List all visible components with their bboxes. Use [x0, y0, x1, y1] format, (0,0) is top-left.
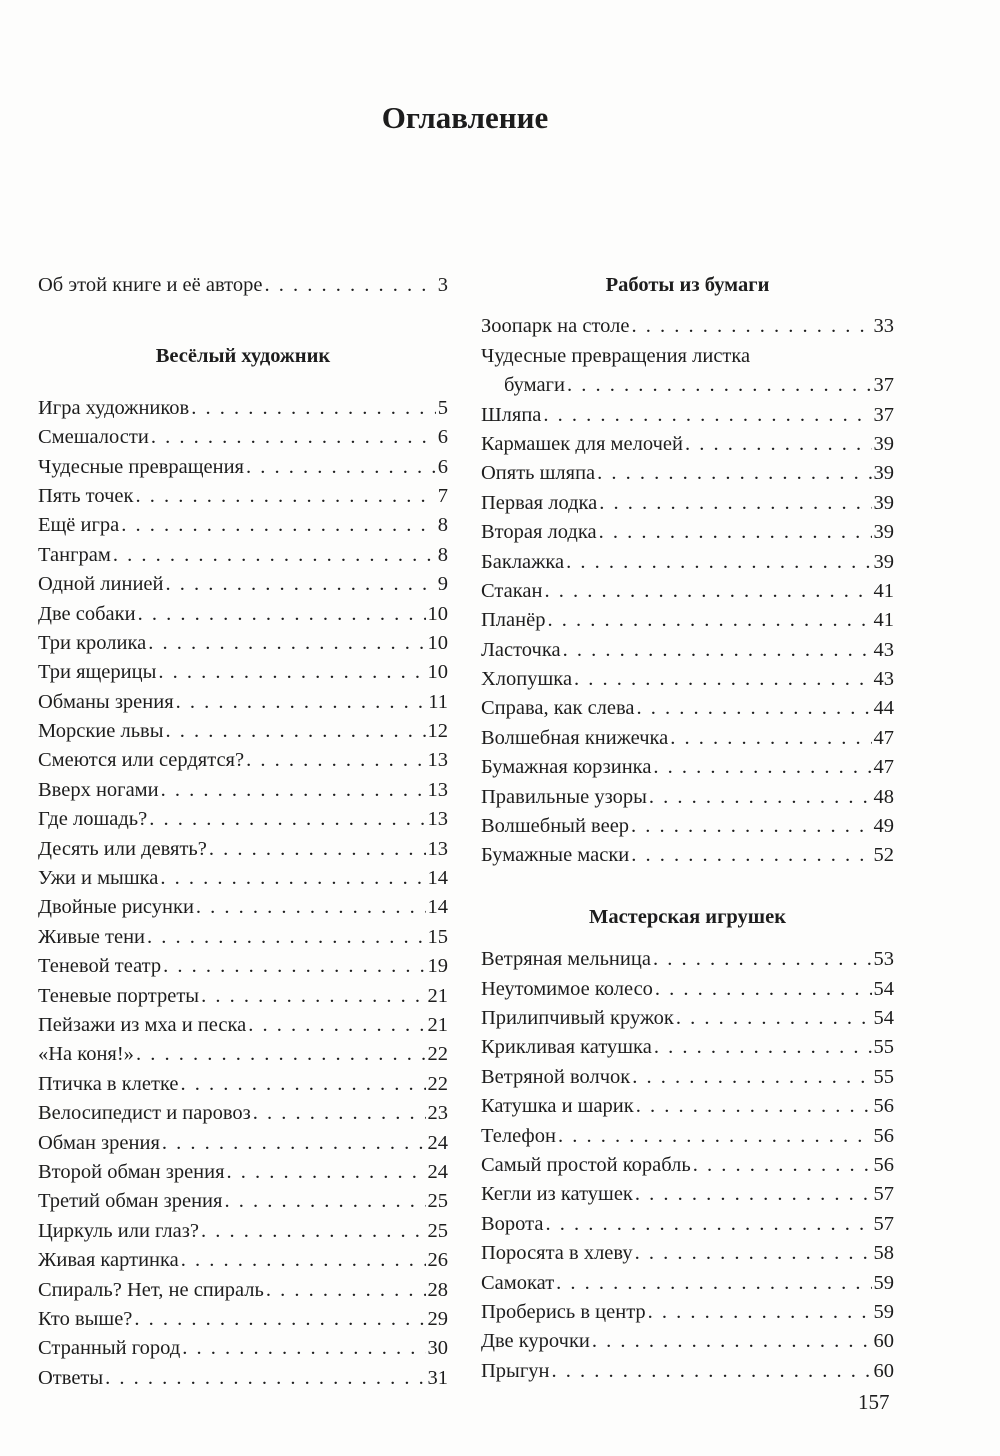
entry-page: 13: [427, 808, 448, 831]
dot-leader: [693, 1151, 872, 1180]
dot-leader: [253, 1099, 426, 1128]
entry-page: 43: [873, 668, 894, 691]
entry-page: 37: [873, 374, 894, 397]
toc-entry[interactable]: [481, 1357, 894, 1386]
toc-entry[interactable]: [38, 1364, 448, 1393]
toc-entry[interactable]: [38, 541, 448, 570]
toc-entry[interactable]: [481, 518, 894, 547]
entry-page: 10: [427, 602, 448, 625]
entry-page: 21: [427, 984, 448, 1007]
toc-entry[interactable]: [38, 570, 448, 599]
entry-title: Велосипедист и паровоз: [38, 1102, 251, 1125]
toc-entry[interactable]: [38, 423, 448, 452]
toc-entry[interactable]: [38, 982, 448, 1011]
toc-entry[interactable]: [38, 1217, 448, 1246]
toc-entry[interactable]: [481, 636, 894, 665]
toc-entry[interactable]: [481, 1298, 894, 1327]
entry-title: Шляпа: [481, 403, 542, 426]
entry-title: Ветряной волчок: [481, 1065, 631, 1088]
entry-title: Неутомимое колесо: [481, 977, 653, 1000]
section-heading: Весёлый художник: [155, 345, 331, 368]
toc-entry[interactable]: [481, 1151, 894, 1180]
entry-title: Волшебная книжечка: [481, 726, 669, 749]
dot-leader: [655, 975, 872, 1004]
dot-leader: [649, 783, 872, 812]
entry-title: Кто выше?: [38, 1307, 133, 1330]
entry-page: 54: [873, 1006, 894, 1029]
page-title: Оглавление: [381, 100, 549, 135]
entry-page: 47: [873, 756, 894, 779]
toc-entry[interactable]: [481, 489, 894, 518]
entry-page: 24: [427, 1131, 448, 1154]
toc-entry[interactable]: [481, 694, 894, 723]
toc-entry[interactable]: [481, 371, 894, 400]
dot-leader: [685, 430, 872, 459]
toc-entry[interactable]: [481, 783, 894, 812]
entry-title: Обманы зрения: [38, 690, 174, 713]
toc-entry[interactable]: [481, 1033, 894, 1062]
dot-leader: [547, 606, 871, 635]
toc-list: [481, 945, 894, 1386]
toc-entry[interactable]: [481, 1327, 894, 1356]
dot-leader: [556, 1269, 871, 1298]
toc-entry[interactable]: [481, 342, 894, 371]
entry-page: 55: [873, 1065, 894, 1088]
toc-entry[interactable]: [38, 923, 448, 952]
toc-entry[interactable]: [481, 812, 894, 841]
toc-entry[interactable]: [481, 1004, 894, 1033]
toc-entry[interactable]: [38, 1129, 448, 1158]
entry-page: 58: [873, 1242, 894, 1265]
toc-entry[interactable]: [481, 753, 894, 782]
entry-title: Вверх ногами: [38, 778, 159, 801]
page-number: 157: [858, 1390, 890, 1414]
entry-page: 59: [873, 1300, 894, 1323]
entry-page: 29: [427, 1307, 448, 1330]
entry-page: 56: [873, 1095, 894, 1118]
dot-leader: [163, 952, 425, 981]
toc-entry[interactable]: [38, 952, 448, 981]
entry-title: Три кролика: [38, 631, 147, 654]
entry-page: 43: [873, 638, 894, 661]
entry-page: 28: [427, 1278, 448, 1301]
toc-entry[interactable]: [38, 1334, 448, 1363]
entry-title: Самый простой корабль: [481, 1153, 691, 1176]
entry-page: 13: [427, 749, 448, 772]
entry-page: 5: [437, 396, 448, 419]
toc-list: [481, 312, 894, 870]
entry-title: Смеются или сердятся?: [38, 749, 245, 772]
entry-title: Странный город: [38, 1337, 181, 1360]
entry-page: 57: [873, 1212, 894, 1235]
entry-page: 60: [873, 1330, 894, 1353]
toc-entry[interactable]: [481, 1180, 894, 1209]
dot-leader: [209, 835, 426, 864]
toc-entry[interactable]: [38, 629, 448, 658]
toc-entry[interactable]: [38, 511, 448, 540]
dot-leader: [161, 776, 426, 805]
entry-title: Катушка и шарик: [481, 1095, 634, 1118]
toc-entry[interactable]: [481, 548, 894, 577]
entry-title: Третий обман зрения: [38, 1190, 223, 1213]
entry-title: Две курочки: [481, 1330, 590, 1353]
dot-leader: [166, 717, 426, 746]
toc-entry[interactable]: [481, 724, 894, 753]
toc-entry-intro[interactable]: [38, 271, 448, 300]
toc-entry[interactable]: [481, 312, 894, 341]
entry-title: Где лошадь?: [38, 808, 148, 831]
dot-leader: [160, 864, 425, 893]
entry-page: 41: [873, 579, 894, 602]
dot-leader: [266, 1276, 426, 1305]
dot-leader: [543, 401, 871, 430]
entry-page: 9: [437, 573, 448, 596]
toc-entry[interactable]: [38, 1246, 448, 1275]
dot-leader: [181, 1246, 426, 1275]
entry-title: Прилипчивый кружок: [481, 1006, 674, 1029]
toc-entry[interactable]: [38, 1158, 448, 1187]
entry-title: Теневой театр: [38, 955, 162, 978]
entry-page: 60: [873, 1359, 894, 1382]
toc-entry[interactable]: [481, 1269, 894, 1298]
dot-leader: [597, 459, 871, 488]
entry-page: 31: [427, 1366, 448, 1389]
dot-leader: [246, 746, 425, 775]
toc-entry[interactable]: [481, 1063, 894, 1092]
toc-entry[interactable]: [38, 1276, 448, 1305]
section-heading: Работы из бумаги: [605, 274, 770, 296]
section-heading: Мастерская игрушек: [588, 905, 787, 928]
entry-page: 12: [427, 720, 448, 743]
entry-title: Ветряная мельница: [481, 948, 651, 971]
dot-leader: [135, 482, 435, 511]
entry-title: Планёр: [481, 609, 546, 632]
toc-entry[interactable]: [38, 864, 448, 893]
dot-leader: [105, 1364, 425, 1393]
dot-leader: [599, 489, 871, 518]
toc-entry[interactable]: [481, 1210, 894, 1239]
entry-page: 23: [427, 1102, 448, 1125]
dot-leader: [574, 665, 871, 694]
entry-title: Второй обман зрения: [38, 1160, 225, 1183]
dot-leader: [166, 570, 436, 599]
toc-entry[interactable]: [481, 459, 894, 488]
entry-page: 30: [427, 1337, 448, 1360]
dot-leader: [182, 1334, 425, 1363]
entry-title: Об этой книге и её авторе: [38, 274, 263, 296]
toc-entry[interactable]: [481, 606, 894, 635]
entry-page: 59: [873, 1271, 894, 1294]
entry-title: Ласточка: [481, 638, 561, 661]
entry-page: 39: [873, 491, 894, 514]
toc-entry[interactable]: [481, 945, 894, 974]
toc-entry[interactable]: [38, 1070, 448, 1099]
entry-title: «На коня!»: [38, 1043, 134, 1066]
entry-title: Пять точек: [38, 484, 134, 507]
entry-page: 10: [427, 631, 448, 654]
entry-page: 39: [873, 550, 894, 573]
entry-title: Чудесные превращения листка: [481, 344, 751, 367]
entry-page: 13: [427, 778, 448, 801]
entry-page: 37: [873, 403, 894, 426]
dot-leader: [136, 1040, 426, 1069]
entry-page: 25: [427, 1219, 448, 1242]
entry-title: Пейзажи из мха и песка: [38, 1013, 247, 1036]
entry-title: Ответы: [38, 1366, 104, 1389]
entry-page: 11: [428, 690, 448, 713]
entry-page: 10: [427, 661, 448, 684]
entry-title: Танграм: [38, 543, 111, 566]
entry-title: Двойные рисунки: [38, 896, 194, 919]
entry-page: 25: [427, 1190, 448, 1213]
entry-title: Крикливая катушка: [481, 1036, 652, 1059]
entry-title: Проберись в центр: [481, 1300, 646, 1323]
entry-page: 56: [873, 1153, 894, 1176]
entry-title: Одной линией: [38, 573, 164, 596]
entry-title: Теневые портреты: [38, 984, 200, 1007]
entry-title: Кармашек для мелочей: [481, 432, 683, 455]
entry-title: Самокат: [481, 1271, 555, 1294]
entry-title: Стакан: [481, 579, 543, 602]
toc-entry[interactable]: [481, 975, 894, 1004]
entry-page: 7: [437, 484, 448, 507]
dot-leader: [134, 1305, 425, 1334]
dot-leader: [246, 453, 436, 482]
dot-leader: [196, 893, 426, 922]
entry-title: Ужи и мышка: [38, 867, 159, 890]
entry-page: 22: [427, 1072, 448, 1095]
toc-entry[interactable]: [481, 401, 894, 430]
dot-leader: [148, 629, 425, 658]
entry-page: 39: [873, 432, 894, 455]
dot-leader: [653, 753, 871, 782]
entry-page: 24: [427, 1160, 448, 1183]
entry-title: Правильные узоры: [481, 785, 647, 808]
dot-leader: [201, 1217, 426, 1246]
dot-leader: [544, 577, 871, 606]
dot-leader: [567, 371, 872, 400]
entry-title: Живые тени: [38, 925, 146, 948]
entry-title: Ворота: [481, 1212, 544, 1235]
entry-title: Три ящерицы: [38, 661, 157, 684]
toc-entry[interactable]: [38, 658, 448, 687]
dot-leader: [181, 1070, 426, 1099]
entry-title: Волшебный веер: [481, 815, 630, 838]
dot-leader: [566, 548, 871, 577]
entry-page: 26: [427, 1249, 448, 1272]
toc-entry[interactable]: [38, 746, 448, 775]
toc-entry[interactable]: [38, 1305, 448, 1334]
dot-leader: [545, 1210, 871, 1239]
dot-leader: [121, 511, 435, 540]
entry-page: 47: [873, 726, 894, 749]
entry-title: Циркуль или глаз?: [38, 1219, 199, 1242]
toc-entry[interactable]: [38, 688, 448, 717]
toc-entry[interactable]: [481, 577, 894, 606]
toc-entry[interactable]: [38, 394, 448, 423]
dot-leader: [147, 923, 425, 952]
dot-leader: [676, 1004, 872, 1033]
entry-page: 3: [437, 274, 448, 296]
dot-leader: [648, 1298, 872, 1327]
toc-entry[interactable]: [38, 805, 448, 834]
dot-leader: [113, 541, 436, 570]
entry-page: 22: [427, 1043, 448, 1066]
toc-entry[interactable]: [481, 1122, 894, 1151]
dot-leader: [248, 1011, 425, 1040]
entry-page: 56: [873, 1124, 894, 1147]
toc-list: [38, 394, 448, 1393]
dot-leader: [653, 945, 872, 974]
entry-page: 15: [427, 925, 448, 948]
entry-title: Десять или девять?: [38, 837, 207, 860]
toc-entry[interactable]: [481, 430, 894, 459]
entry-title: Поросята в хлеву: [481, 1242, 633, 1265]
toc-entry[interactable]: [38, 776, 448, 805]
entry-title: Баклажка: [481, 550, 565, 573]
entry-page: 14: [427, 896, 448, 919]
entry-title: Птичка в клетке: [38, 1072, 179, 1095]
entry-title: Обман зрения: [38, 1131, 160, 1154]
toc-entry[interactable]: [38, 453, 448, 482]
entry-title: Спираль? Нет, не спираль: [38, 1278, 264, 1301]
entry-page: 8: [437, 514, 448, 537]
dot-leader: [191, 394, 436, 423]
dot-leader: [631, 841, 871, 870]
dot-leader: [592, 1327, 872, 1356]
entry-title: Кегли из катушек: [481, 1183, 633, 1206]
entry-page: 13: [427, 837, 448, 860]
entry-page: 6: [437, 455, 448, 478]
entry-title: бумаги: [504, 374, 565, 397]
toc-column-left: [38, 271, 448, 1393]
dot-leader: [632, 1063, 871, 1092]
entry-title: Живая картинка: [38, 1249, 179, 1272]
toc-entry[interactable]: [38, 1099, 448, 1128]
dot-leader: [162, 1129, 426, 1158]
toc-entry[interactable]: [38, 835, 448, 864]
entry-title: Ещё игра: [38, 514, 120, 537]
entry-title: Смешалости: [38, 426, 149, 449]
entry-title: Морские львы: [38, 720, 164, 743]
toc-column-right: [481, 271, 894, 1386]
entry-page: 41: [873, 609, 894, 632]
toc-entry[interactable]: [38, 600, 448, 629]
entry-title: Игра художников: [38, 396, 190, 419]
dot-leader: [227, 1158, 426, 1187]
dot-leader: [224, 1187, 425, 1216]
dot-leader: [654, 1033, 872, 1062]
entry-page: 33: [873, 315, 894, 338]
entry-title: Опять шляпа: [481, 462, 596, 485]
entry-title: Зоопарк на столе: [481, 315, 630, 338]
toc-entry[interactable]: [481, 665, 894, 694]
dot-leader: [158, 658, 425, 687]
dot-leader: [636, 1092, 872, 1121]
toc-entry[interactable]: [38, 1187, 448, 1216]
entry-page: 14: [427, 867, 448, 890]
toc-entry[interactable]: [481, 1239, 894, 1268]
toc-entry[interactable]: [38, 893, 448, 922]
dot-leader: [631, 312, 871, 341]
dot-leader: [149, 805, 425, 834]
entry-title: Прыгун: [481, 1359, 550, 1382]
entry-title: Вторая лодка: [481, 521, 597, 544]
entry-title: Справа, как слева: [481, 697, 635, 720]
entry-page: 55: [873, 1036, 894, 1059]
entry-page: 57: [873, 1183, 894, 1206]
dot-leader: [264, 271, 435, 300]
dot-leader: [138, 600, 426, 629]
entry-title: Бумажная корзинка: [481, 756, 652, 779]
entry-page: 21: [427, 1013, 448, 1036]
entry-page: 49: [873, 815, 894, 838]
dot-leader: [563, 636, 872, 665]
entry-page: 54: [873, 977, 894, 1000]
entry-title: Чудесные превращения: [38, 455, 244, 478]
entry-title: Хлопушка: [481, 668, 573, 691]
dot-leader: [635, 1180, 872, 1209]
entry-page: 39: [873, 521, 894, 544]
toc-entry[interactable]: [38, 717, 448, 746]
dot-leader: [631, 812, 871, 841]
toc-entry[interactable]: [481, 1092, 894, 1121]
toc-entry[interactable]: [38, 482, 448, 511]
entry-page: 48: [873, 785, 894, 808]
entry-title: Телефон: [481, 1124, 556, 1147]
entry-page: 6: [437, 426, 448, 449]
entry-page: 44: [873, 697, 894, 720]
entry-page: 8: [437, 543, 448, 566]
dot-leader: [599, 518, 872, 547]
dot-leader: [176, 688, 427, 717]
entry-page: 19: [427, 955, 448, 978]
toc-entry[interactable]: [38, 1040, 448, 1069]
dot-leader: [201, 982, 425, 1011]
entry-title: Две собаки: [38, 602, 136, 625]
dot-leader: [151, 423, 436, 452]
dot-leader: [637, 694, 872, 723]
toc-entry[interactable]: [481, 841, 894, 870]
entry-page: 52: [873, 844, 894, 867]
toc-entry[interactable]: [38, 1011, 448, 1040]
dot-leader: [551, 1357, 871, 1386]
entry-title: Бумажные маски: [481, 844, 630, 867]
dot-leader: [670, 724, 871, 753]
dot-leader: [558, 1122, 872, 1151]
entry-page: 39: [873, 462, 894, 485]
entry-page: 53: [873, 948, 894, 971]
dot-leader: [635, 1239, 872, 1268]
entry-title: Первая лодка: [481, 491, 598, 514]
